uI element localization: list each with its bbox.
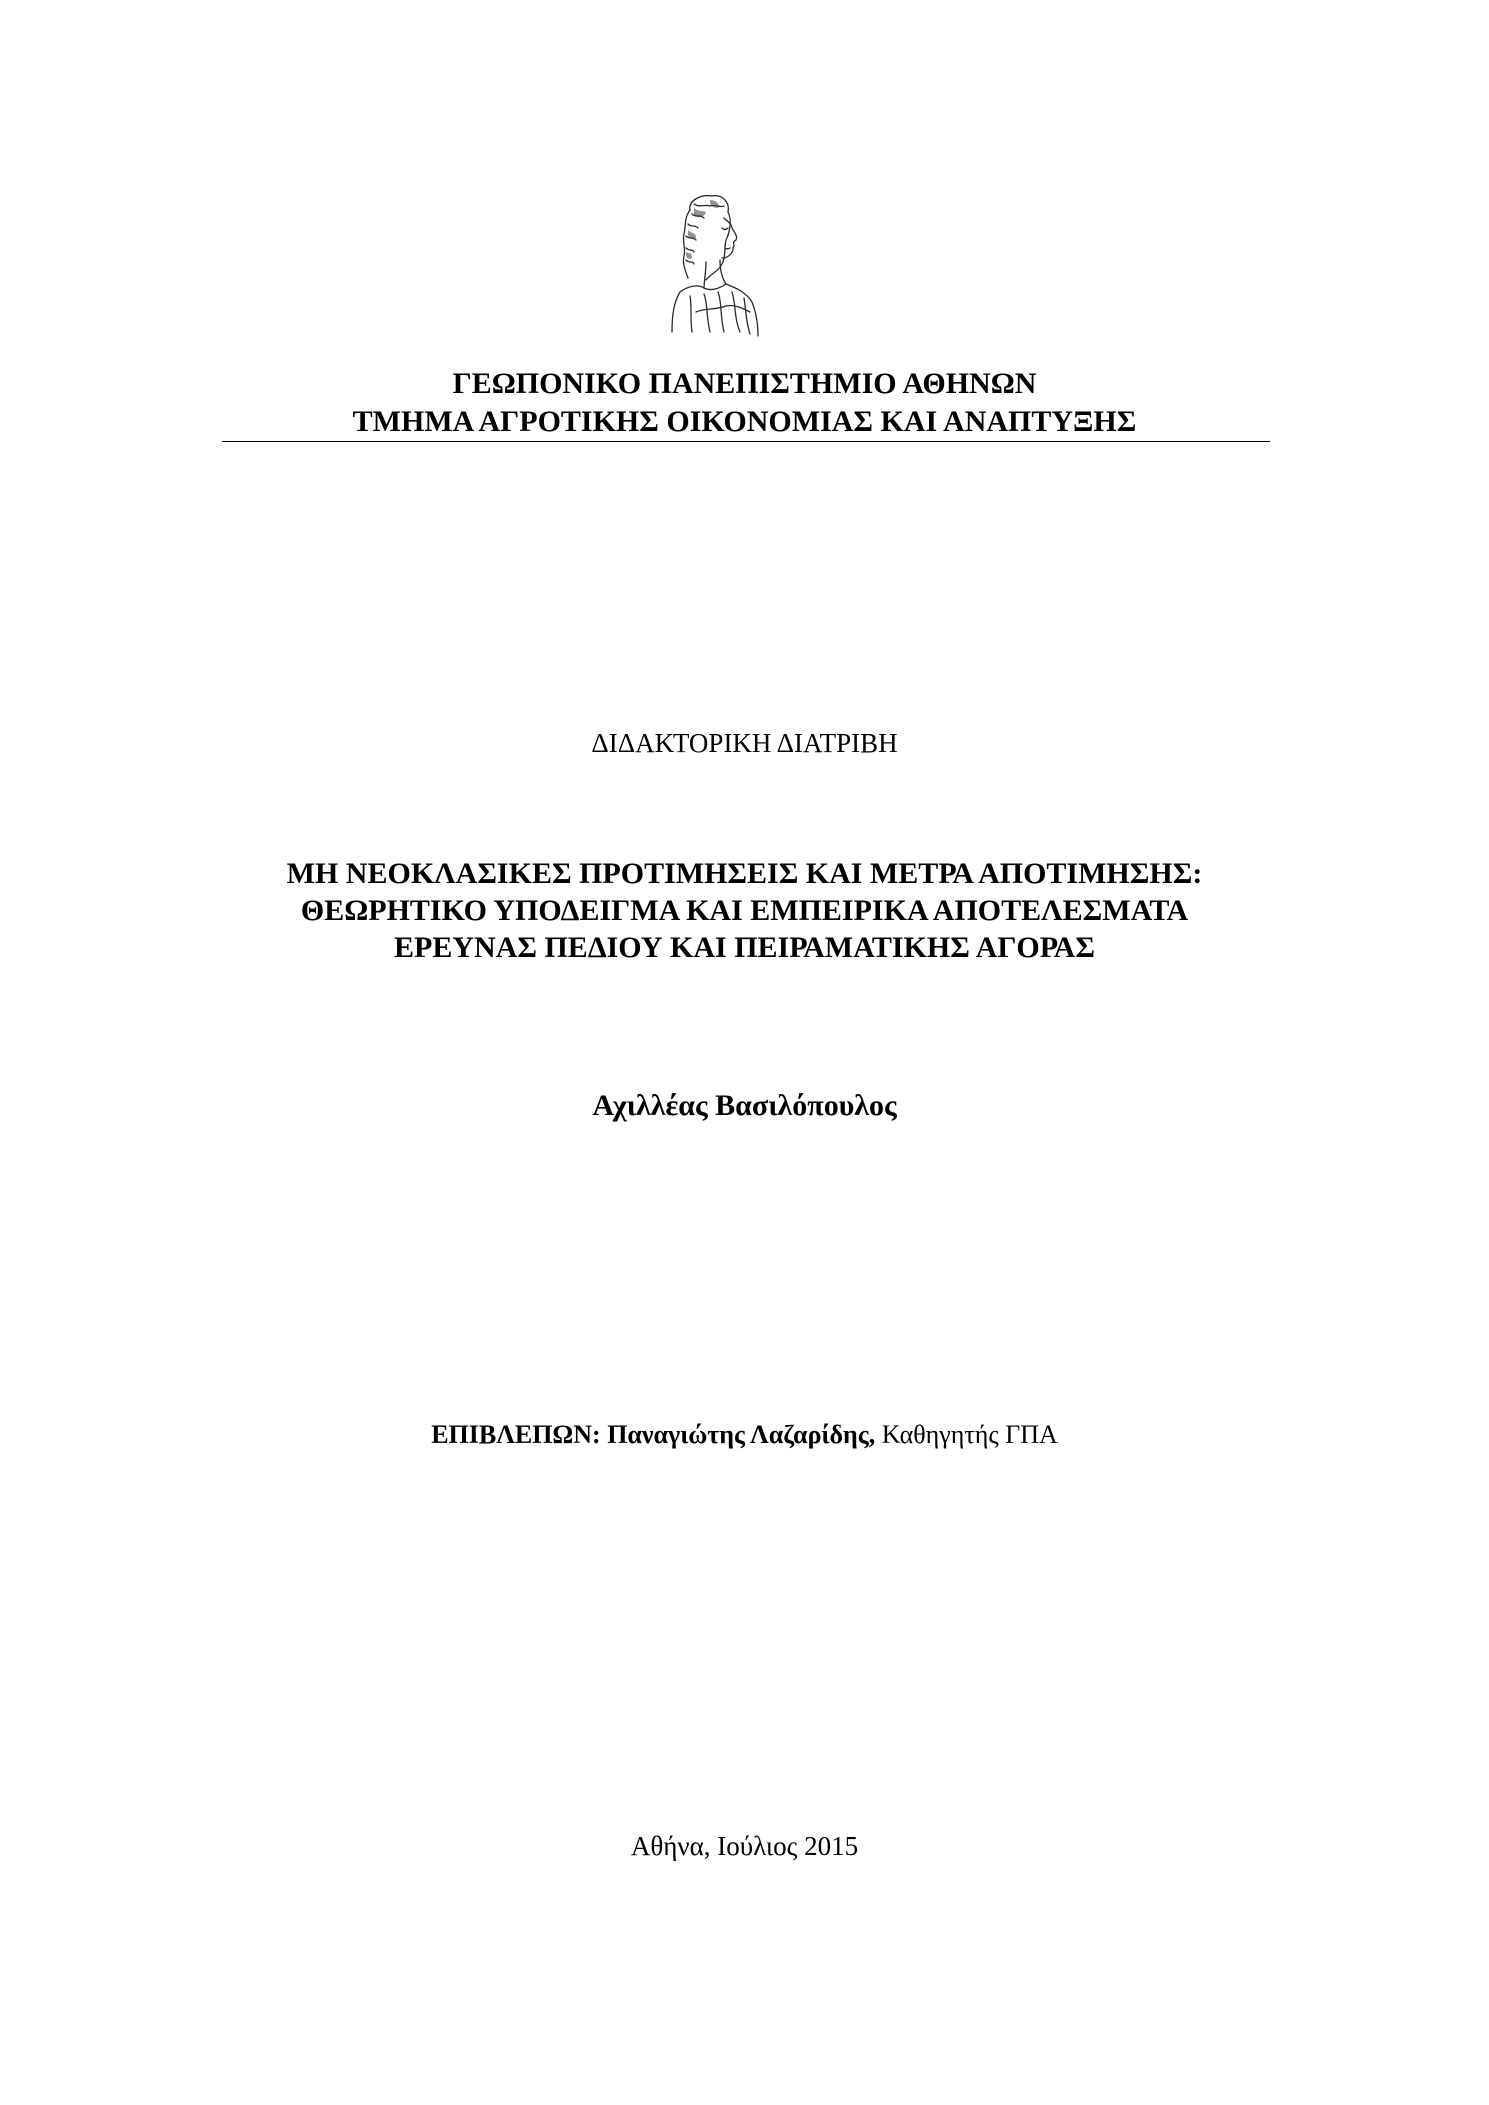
place-and-date: Αθήνα, Ιούλιος 2015 — [630, 1831, 859, 1861]
supervisor-name: Παναγιώτης Λαζαρίδης, — [607, 1420, 876, 1449]
thesis-title — [0, 855, 1489, 966]
department-name: ΤΜΗΜΑ ΑΓΡΟΤΙΚΗΣ ΟΙΚΟΝΟΜΙΑΣ ΚΑΙ ΑΝΑΠΤΥΞΗΣ — [352, 405, 1137, 438]
header-divider — [222, 441, 1270, 442]
author-name: Αχιλλέας Βασιλόπουλος — [592, 1089, 897, 1122]
supervisor-line — [0, 1419, 1489, 1451]
classical-bust-logo-icon — [660, 192, 764, 340]
supervisor-label: ΕΠΙΒΛΕΠΩΝ: — [431, 1420, 601, 1449]
university-name: ΓΕΩΠΟΝΙΚΟ ΠΑΝΕΠΙΣΤΗΜΙΟ ΑΘΗΝΩΝ — [452, 367, 1037, 400]
document-type: ΔΙΔΑΚΤΟΡΙΚΗ ΔΙΑΤΡΙΒΗ — [591, 728, 898, 758]
thesis-title-line: ΜΗ ΝΕΟΚΛΑΣΙΚΕΣ ΠΡΟΤΙΜΗΣΕΙΣ ΚΑΙ ΜΕΤΡΑ ΑΠΟΤΙΜΗΣΗΣ: — [286, 857, 1203, 890]
thesis-title-line: ΕΡΕΥΝΑΣ ΠΕΔΙΟΥ ΚΑΙ ΠΕΙΡΑΜΑΤΙΚΗΣ ΑΓΟΡΑΣ — [394, 931, 1095, 964]
thesis-title-line: ΘΕΩΡΗΤΙΚΟ ΥΠΟΔΕΙΓΜΑ ΚΑΙ ΕΜΠΕΙΡΙΚΑ ΑΠΟΤΕΛΕΣΜΑΤΑ — [300, 894, 1189, 927]
supervisor-role: Καθηγητής ΓΠΑ — [881, 1420, 1058, 1449]
